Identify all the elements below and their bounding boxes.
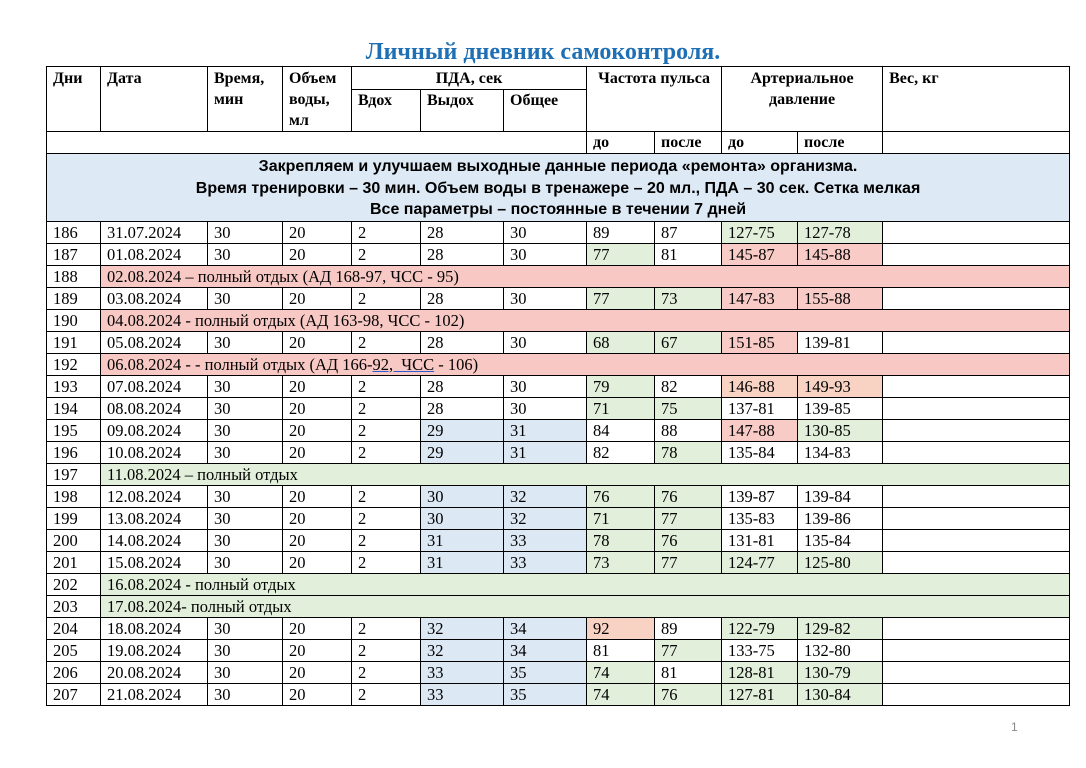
cell-day: 202 [47, 573, 101, 595]
cell-time: 30 [208, 551, 283, 573]
cell-time: 30 [208, 331, 283, 353]
cell-weight [883, 397, 1070, 419]
cell-exhale: 28 [421, 243, 504, 265]
cell-pulse-after: 88 [655, 419, 722, 441]
cell-weight [883, 639, 1070, 661]
table-row [47, 397, 1070, 419]
cell-water: 20 [283, 639, 352, 661]
cell-total: 30 [504, 221, 587, 243]
cell-weight [883, 507, 1070, 529]
banner-line-1: Закрепляем и улучшаем выходные данные периода «ремонта» организма. [258, 158, 858, 175]
cell-total: 31 [504, 441, 587, 463]
cell-pulse-after: 73 [655, 287, 722, 309]
cell-bp-before: 139-87 [722, 485, 798, 507]
cell-weight [883, 375, 1070, 397]
rest-day-note-part: 92, ЧСС [372, 354, 435, 374]
cell-inhale: 2 [352, 661, 421, 683]
cell-bp-after: 125-80 [798, 551, 883, 573]
cell-bp-before: 131-81 [722, 529, 798, 551]
cell-bp-before: 151-85 [722, 331, 798, 353]
cell-water: 20 [283, 617, 352, 639]
cell-exhale: 28 [421, 331, 504, 353]
cell-pulse-before: 79 [587, 375, 655, 397]
cell-date: 19.08.2024 [101, 639, 208, 661]
cell-inhale: 2 [352, 221, 421, 243]
cell-water: 20 [283, 243, 352, 265]
cell-total: 32 [504, 485, 587, 507]
cell-weight [883, 551, 1070, 573]
cell-time: 30 [208, 221, 283, 243]
cell-pulse-before: 68 [587, 331, 655, 353]
table-row [47, 661, 1070, 683]
cell-exhale: 28 [421, 397, 504, 419]
cell-bp-after: 145-88 [798, 243, 883, 265]
cell-bp-after: 135-84 [798, 529, 883, 551]
rest-day-row [47, 595, 1070, 617]
cell-day: 197 [47, 463, 101, 485]
cell-bp-before: 145-87 [722, 243, 798, 265]
cell-total: 30 [504, 243, 587, 265]
cell-date: 01.08.2024 [101, 243, 208, 265]
cell-bp-before: 128-81 [722, 661, 798, 683]
cell-pulse-before: 78 [587, 529, 655, 551]
page-number: 1 [1011, 720, 1018, 734]
cell-bp-before: 135-84 [722, 441, 798, 463]
cell-bp-before: 137-81 [722, 397, 798, 419]
cell-date: 31.07.2024 [101, 221, 208, 243]
cell-pulse-after: 67 [655, 331, 722, 353]
cell-bp-after: 132-80 [798, 639, 883, 661]
cell-day: 205 [47, 639, 101, 661]
cell-time: 30 [208, 617, 283, 639]
table-row [47, 287, 1070, 309]
cell-date: 18.08.2024 [101, 617, 208, 639]
table-row [47, 507, 1070, 529]
banner-line-3: Все параметры – постоянные в течении 7 дней [369, 201, 747, 218]
cell-pulse-after: 81 [655, 661, 722, 683]
cell-bp-before: 124-77 [722, 551, 798, 573]
cell-day: 207 [47, 683, 101, 705]
table-row [47, 617, 1070, 639]
table-row [47, 243, 1070, 265]
header-date: Дата [101, 67, 208, 132]
cell-weight [883, 331, 1070, 353]
cell-weight [883, 683, 1070, 705]
cell-day: 189 [47, 287, 101, 309]
cell-pulse-after: 87 [655, 221, 722, 243]
cell-weight [883, 221, 1070, 243]
cell-time: 30 [208, 419, 283, 441]
cell-total: 33 [504, 529, 587, 551]
cell-inhale: 2 [352, 243, 421, 265]
cell-time: 30 [208, 485, 283, 507]
cell-exhale: 31 [421, 529, 504, 551]
cell-bp-after: 139-85 [798, 397, 883, 419]
table-row [47, 441, 1070, 463]
cell-time: 30 [208, 683, 283, 705]
table-row [47, 221, 1070, 243]
cell-day: 187 [47, 243, 101, 265]
cell-pulse-before: 81 [587, 639, 655, 661]
cell-total: 30 [504, 287, 587, 309]
cell-total: 34 [504, 639, 587, 661]
cell-total: 33 [504, 551, 587, 573]
cell-pulse-after: 75 [655, 397, 722, 419]
cell-day: 203 [47, 595, 101, 617]
table-row [47, 529, 1070, 551]
cell-bp-before: 147-83 [722, 287, 798, 309]
cell-water: 20 [283, 551, 352, 573]
cell-pulse-after: 78 [655, 441, 722, 463]
header-time: Время, мин [208, 67, 283, 132]
table-row [47, 375, 1070, 397]
cell-time: 30 [208, 529, 283, 551]
header-water: Объем воды, мл [283, 67, 352, 132]
cell-day: 194 [47, 397, 101, 419]
cell-bp-before: 127-75 [722, 221, 798, 243]
cell-total: 34 [504, 617, 587, 639]
cell-inhale: 2 [352, 529, 421, 551]
cell-day: 192 [47, 353, 101, 375]
cell-day: 186 [47, 221, 101, 243]
rest-day-note-part: - 106) [434, 354, 479, 374]
cell-pulse-before: 76 [587, 485, 655, 507]
cell-time: 30 [208, 287, 283, 309]
cell-water: 20 [283, 683, 352, 705]
header-bp-before: до [722, 132, 798, 154]
cell-inhale: 2 [352, 683, 421, 705]
cell-time: 30 [208, 661, 283, 683]
cell-exhale: 28 [421, 221, 504, 243]
cell-water: 20 [283, 507, 352, 529]
cell-pulse-after: 76 [655, 485, 722, 507]
cell-total: 32 [504, 507, 587, 529]
cell-water: 20 [283, 661, 352, 683]
table-row [47, 683, 1070, 705]
cell-date: 08.08.2024 [101, 397, 208, 419]
cell-pulse-before: 71 [587, 397, 655, 419]
cell-time: 30 [208, 243, 283, 265]
rest-day-row [47, 309, 1070, 331]
cell-bp-before: 147-88 [722, 419, 798, 441]
header-days: Дни [47, 67, 101, 132]
cell-day: 199 [47, 507, 101, 529]
page-title: Личный дневник самоконтроля. [365, 39, 721, 65]
cell-weight [883, 441, 1070, 463]
rest-day-note [101, 353, 1070, 375]
cell-time: 30 [208, 639, 283, 661]
cell-bp-after: 129-82 [798, 617, 883, 639]
cell-bp-before: 122-79 [722, 617, 798, 639]
rest-day-row [47, 463, 1070, 485]
cell-water: 20 [283, 287, 352, 309]
rest-day-note: 04.08.2024 - полный отдых (АД 163-98, ЧСС - 102) [101, 309, 1070, 331]
cell-date: 03.08.2024 [101, 287, 208, 309]
cell-pulse-before: 92 [587, 617, 655, 639]
cell-exhale: 33 [421, 661, 504, 683]
cell-pulse-after: 77 [655, 507, 722, 529]
cell-inhale: 2 [352, 287, 421, 309]
cell-day: 190 [47, 309, 101, 331]
period-banner [47, 154, 1070, 222]
cell-bp-after: 130-79 [798, 661, 883, 683]
cell-bp-after: 139-84 [798, 485, 883, 507]
cell-bp-before: 146-88 [722, 375, 798, 397]
cell-bp-after: 155-88 [798, 287, 883, 309]
cell-pulse-before: 84 [587, 419, 655, 441]
cell-pulse-before: 73 [587, 551, 655, 573]
rest-day-note: 17.08.2024- полный отдых [101, 595, 1070, 617]
cell-weight [883, 617, 1070, 639]
cell-bp-after: 130-85 [798, 419, 883, 441]
table-row [47, 639, 1070, 661]
cell-exhale: 28 [421, 375, 504, 397]
header-exhale: Выдох [421, 90, 504, 132]
cell-water: 20 [283, 221, 352, 243]
cell-date: 07.08.2024 [101, 375, 208, 397]
cell-day: 204 [47, 617, 101, 639]
table-row [47, 485, 1070, 507]
cell-bp-after: 139-81 [798, 331, 883, 353]
header-pulse-after: после [655, 132, 722, 154]
rest-day-note: 16.08.2024 - полный отдых [101, 573, 1070, 595]
cell-pulse-before: 89 [587, 221, 655, 243]
cell-exhale: 33 [421, 683, 504, 705]
cell-date: 12.08.2024 [101, 485, 208, 507]
cell-water: 20 [283, 375, 352, 397]
cell-pulse-before: 82 [587, 441, 655, 463]
cell-day: 200 [47, 529, 101, 551]
cell-day: 195 [47, 419, 101, 441]
cell-exhale: 32 [421, 617, 504, 639]
cell-inhale: 2 [352, 419, 421, 441]
rest-day-note-part: 06.08.2024 - - полный отдых (АД 166- [107, 354, 373, 374]
cell-pulse-after: 76 [655, 683, 722, 705]
table-row [47, 551, 1070, 573]
cell-date: 13.08.2024 [101, 507, 208, 529]
cell-weight [883, 661, 1070, 683]
cell-weight [883, 419, 1070, 441]
cell-bp-after: 127-78 [798, 221, 883, 243]
cell-date: 15.08.2024 [101, 551, 208, 573]
cell-inhale: 2 [352, 331, 421, 353]
header-inhale: Вдох [352, 90, 421, 132]
cell-weight [883, 243, 1070, 265]
cell-water: 20 [283, 529, 352, 551]
cell-time: 30 [208, 441, 283, 463]
cell-weight [883, 529, 1070, 551]
cell-time: 30 [208, 397, 283, 419]
self-control-diary-table [46, 66, 1070, 706]
cell-pulse-after: 81 [655, 243, 722, 265]
cell-date: 10.08.2024 [101, 441, 208, 463]
cell-pulse-after: 82 [655, 375, 722, 397]
cell-day: 191 [47, 331, 101, 353]
cell-inhale: 2 [352, 507, 421, 529]
cell-day: 196 [47, 441, 101, 463]
cell-pulse-after: 76 [655, 529, 722, 551]
cell-total: 30 [504, 375, 587, 397]
cell-day: 193 [47, 375, 101, 397]
cell-day: 206 [47, 661, 101, 683]
cell-exhale: 32 [421, 639, 504, 661]
cell-water: 20 [283, 397, 352, 419]
cell-exhale: 30 [421, 485, 504, 507]
cell-water: 20 [283, 485, 352, 507]
cell-bp-after: 139-86 [798, 507, 883, 529]
cell-total: 31 [504, 419, 587, 441]
cell-bp-after: 149-93 [798, 375, 883, 397]
rest-day-row [47, 573, 1070, 595]
cell-bp-before: 135-83 [722, 507, 798, 529]
rest-day-note: 02.08.2024 – полный отдых (АД 168-97, ЧСС - 95) [101, 265, 1070, 287]
cell-water: 20 [283, 331, 352, 353]
cell-date: 09.08.2024 [101, 419, 208, 441]
cell-exhale: 28 [421, 287, 504, 309]
cell-water: 20 [283, 441, 352, 463]
header-bp-after: после [798, 132, 883, 154]
header-pulse-before: до [587, 132, 655, 154]
cell-weight [883, 485, 1070, 507]
cell-total: 35 [504, 661, 587, 683]
table-row [47, 331, 1070, 353]
cell-exhale: 29 [421, 419, 504, 441]
rest-day-note: 11.08.2024 – полный отдых [101, 463, 1070, 485]
cell-bp-after: 130-84 [798, 683, 883, 705]
cell-inhale: 2 [352, 441, 421, 463]
cell-bp-before: 133-75 [722, 639, 798, 661]
cell-total: 30 [504, 331, 587, 353]
cell-total: 35 [504, 683, 587, 705]
header-pressure: Артериальное давление [722, 67, 883, 132]
cell-pulse-before: 74 [587, 683, 655, 705]
cell-pulse-after: 77 [655, 551, 722, 573]
cell-inhale: 2 [352, 485, 421, 507]
cell-pulse-before: 77 [587, 287, 655, 309]
rest-day-row [47, 265, 1070, 287]
header-weight: Вес, кг [883, 67, 1070, 132]
cell-day: 201 [47, 551, 101, 573]
cell-day: 188 [47, 265, 101, 287]
cell-inhale: 2 [352, 375, 421, 397]
cell-time: 30 [208, 507, 283, 529]
cell-pulse-before: 77 [587, 243, 655, 265]
header-pulse: Частота пульса [587, 67, 722, 132]
table-row [47, 419, 1070, 441]
cell-total: 30 [504, 397, 587, 419]
cell-pulse-before: 71 [587, 507, 655, 529]
cell-weight [883, 287, 1070, 309]
header-total: Общее [504, 90, 587, 132]
cell-pulse-before: 74 [587, 661, 655, 683]
rest-day-row [47, 353, 1070, 375]
cell-inhale: 2 [352, 617, 421, 639]
cell-water: 20 [283, 419, 352, 441]
cell-exhale: 29 [421, 441, 504, 463]
cell-inhale: 2 [352, 551, 421, 573]
cell-inhale: 2 [352, 639, 421, 661]
banner-line-2: Время тренировки – 30 мин. Объем воды в тренажере – 20 мл., ПДА – 30 сек. Сетка мелкая [195, 179, 921, 197]
cell-day: 198 [47, 485, 101, 507]
cell-pulse-after: 89 [655, 617, 722, 639]
cell-date: 05.08.2024 [101, 331, 208, 353]
cell-inhale: 2 [352, 397, 421, 419]
cell-pulse-after: 77 [655, 639, 722, 661]
cell-date: 20.08.2024 [101, 661, 208, 683]
cell-bp-after: 134-83 [798, 441, 883, 463]
subheader-empty [47, 132, 587, 154]
cell-exhale: 31 [421, 551, 504, 573]
cell-date: 14.08.2024 [101, 529, 208, 551]
cell-time: 30 [208, 375, 283, 397]
cell-bp-before: 127-81 [722, 683, 798, 705]
header-weight-empty [883, 132, 1070, 154]
cell-exhale: 30 [421, 507, 504, 529]
cell-date: 21.08.2024 [101, 683, 208, 705]
header-pda: ПДА, сек [352, 67, 587, 90]
